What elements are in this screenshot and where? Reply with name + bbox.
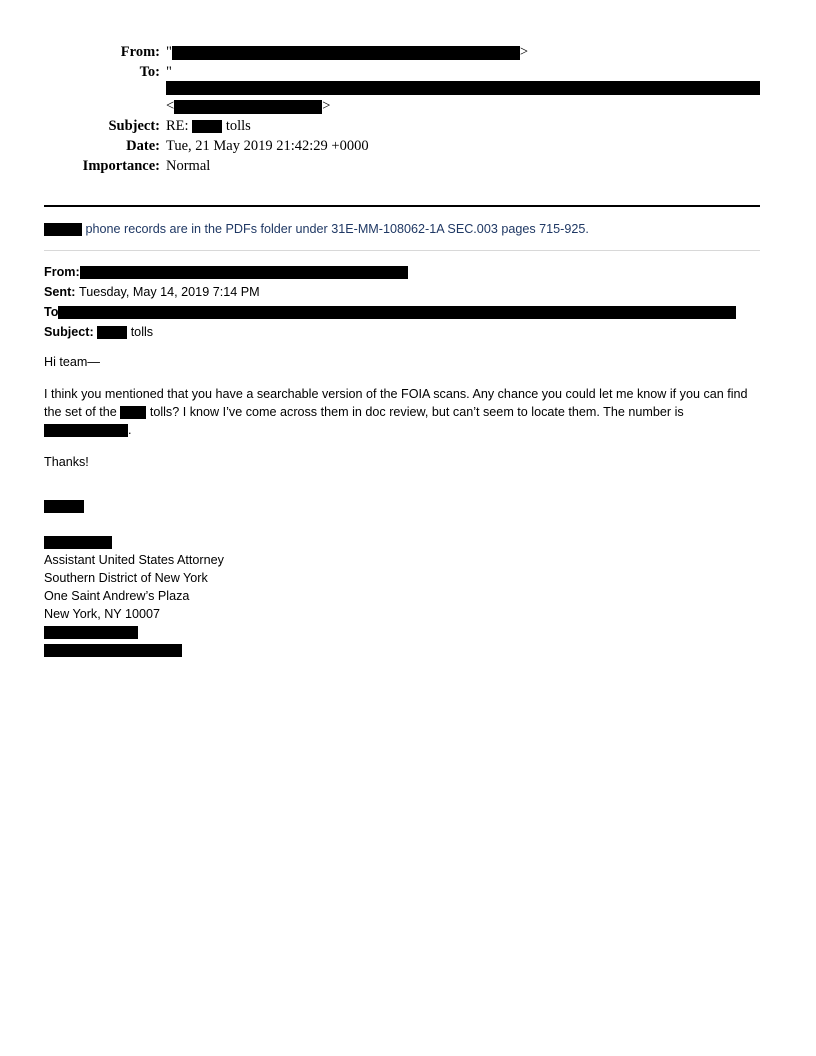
main-paragraph-part1: I think you mentioned that you have a searchable version of the FOIA scans. Any chance you could let me know if you can find the set of the — [44, 387, 748, 419]
subject-label: Subject: — [108, 118, 160, 134]
redaction-bar-quoted-from — [80, 266, 408, 279]
subject-prefix: RE: — [166, 118, 189, 134]
quoted-from-row — [44, 263, 760, 281]
header-row-importance — [44, 158, 764, 175]
from-quote: " — [166, 44, 172, 60]
from-bracket: > — [519, 44, 529, 60]
redaction-bar-from — [172, 46, 520, 60]
from-value — [166, 44, 764, 61]
importance-value: Normal — [166, 158, 211, 174]
signature-district: Southern District of New York — [44, 571, 208, 585]
signature-title: Assistant United States Attorney — [44, 553, 224, 567]
signature-name2-line — [44, 533, 444, 551]
note-divider — [44, 250, 760, 251]
quoted-from-label: From: — [44, 265, 80, 279]
quoted-message-header — [44, 263, 760, 343]
quoted-to-row — [44, 303, 760, 321]
quoted-sent-row — [44, 283, 760, 301]
redaction-bar-to-line1 — [166, 81, 760, 95]
redaction-bar-note — [44, 223, 82, 236]
signature-name-line — [44, 497, 444, 515]
subject-suffix: tolls — [225, 118, 251, 134]
email-header — [44, 44, 764, 178]
redaction-bar-to-line2 — [174, 100, 322, 114]
redaction-bar-subject — [192, 120, 222, 133]
importance-label: Importance: — [82, 158, 160, 174]
quoted-sent-label: Sent: — [44, 285, 76, 299]
to-value — [166, 64, 764, 95]
redaction-bar-body-2 — [44, 424, 128, 437]
signature-block — [44, 497, 444, 659]
closing-paragraph: Thanks! — [44, 455, 89, 469]
quoted-subject-row — [44, 323, 760, 341]
quoted-sent-value: Tuesday, May 14, 2019 7:14 PM — [78, 285, 260, 299]
to-open-bracket: < — [166, 98, 175, 114]
header-row-date — [44, 138, 764, 155]
signature-spacer — [44, 515, 444, 533]
subject-value — [166, 118, 764, 135]
redaction-bar-signature-phone — [44, 626, 138, 639]
from-label: From: — [120, 44, 160, 60]
quoted-subject-suffix: tolls — [130, 325, 154, 339]
main-paragraph-part3: . — [128, 423, 132, 437]
header-divider — [44, 205, 760, 207]
greeting-paragraph: Hi team— — [44, 355, 100, 369]
header-row-from — [44, 44, 764, 61]
note-text: phone records are in the PDFs folder under 31E-MM-108062-1A SEC.003 pages 715-925. — [85, 222, 589, 236]
quoted-to-label: To — [44, 305, 59, 319]
message-body — [44, 353, 768, 485]
quoted-subject-label: Subject: — [44, 325, 94, 339]
header-row-subject — [44, 118, 764, 135]
header-row-to — [44, 64, 764, 95]
redaction-bar-signature-email — [44, 644, 182, 657]
redaction-bar-quoted-subject — [97, 326, 127, 339]
redaction-bar-signature-name — [44, 500, 84, 513]
signature-email-line — [44, 641, 444, 659]
main-paragraph — [44, 385, 768, 439]
signature-address2: New York, NY 10007 — [44, 607, 160, 621]
signature-phone-line — [44, 623, 444, 641]
main-paragraph-part2: tolls? I know I’ve come across them in doc review, but can’t seem to locate them. The number is — [149, 405, 684, 419]
to-value-line2 — [166, 98, 764, 115]
redaction-bar-signature-name2 — [44, 536, 112, 549]
to-quote: " — [166, 64, 172, 80]
to-label: To: — [139, 64, 160, 80]
redaction-bar-body-1 — [120, 406, 146, 419]
note-line — [44, 221, 589, 237]
to-close-bracket: > — [322, 98, 331, 114]
signature-address1: One Saint Andrew’s Plaza — [44, 589, 190, 603]
date-label: Date: — [126, 138, 160, 154]
date-value: Tue, 21 May 2019 21:42:29 +0000 — [166, 138, 369, 154]
redaction-bar-quoted-to — [58, 306, 736, 319]
